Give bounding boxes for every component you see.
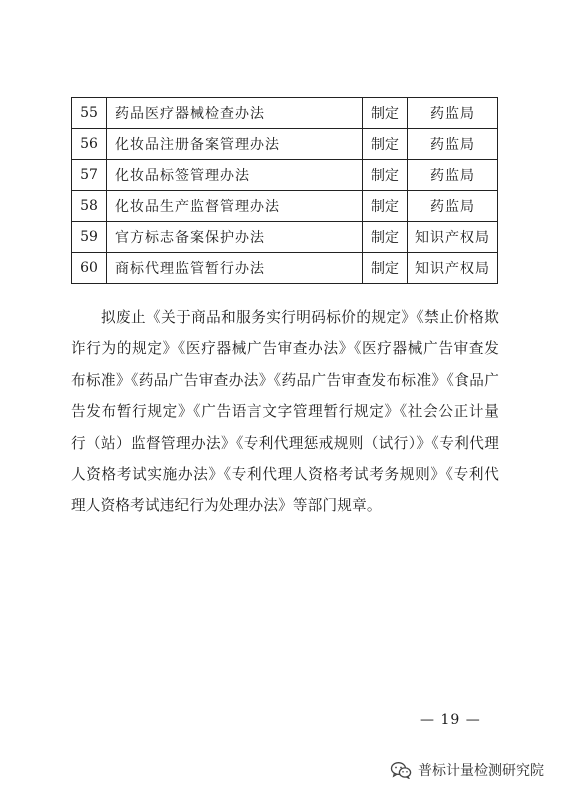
responsible-department: 知识产权局 — [408, 222, 498, 253]
row-number: 60 — [72, 253, 107, 284]
repeal-paragraph: 拟废止《关于商品和服务实行明码标价的规定》《禁止价格欺诈行为的规定》《医疗器械广告审查办法》《医疗器械广告审查发布标准》《药品广告审查办法》《药品广告审查发布标准》《食品广告发布暂行规定》《广告语言文字管理暂行规定》《社会公正计量行（站）监督管理办法》《专利代理惩戒规则（试行）》《专利代理人资格考试实施办法》《专利代理人资格考试考务规则》《专利代理人资格考试违纪行为处理办法》等部门规章。 — [71, 309, 499, 515]
table-row — [72, 129, 498, 160]
watermark-text: 普标计量检测研究院 — [418, 763, 544, 779]
row-number: 55 — [72, 98, 107, 129]
regulation-action: 制定 — [363, 253, 408, 284]
responsible-department: 药监局 — [408, 129, 498, 160]
table-row — [72, 222, 498, 253]
table-row — [72, 98, 498, 129]
table-row — [72, 191, 498, 222]
regulation-action: 制定 — [363, 222, 408, 253]
regulation-name: 化妆品标签管理办法 — [107, 160, 363, 191]
responsible-department: 知识产权局 — [408, 253, 498, 284]
table-row — [72, 253, 498, 284]
row-number: 59 — [72, 222, 107, 253]
row-number: 56 — [72, 129, 107, 160]
table-row — [72, 160, 498, 191]
regulation-action: 制定 — [363, 98, 408, 129]
page-number: — 19 — — [420, 712, 481, 728]
source-watermark — [390, 760, 544, 780]
row-number: 57 — [72, 160, 107, 191]
regulation-name: 化妆品生产监督管理办法 — [107, 191, 363, 222]
regulation-name: 官方标志备案保护办法 — [107, 222, 363, 253]
row-number: 58 — [72, 191, 107, 222]
regulation-action: 制定 — [363, 160, 408, 191]
responsible-department: 药监局 — [408, 191, 498, 222]
regulation-action: 制定 — [363, 129, 408, 160]
regulation-action: 制定 — [363, 191, 408, 222]
wechat-icon — [390, 761, 412, 779]
responsible-department: 药监局 — [408, 98, 498, 129]
regulation-name: 商标代理监管暂行办法 — [107, 253, 363, 284]
regulation-name: 药品医疗器械检查办法 — [107, 98, 363, 129]
regulation-table — [71, 97, 498, 284]
regulation-name: 化妆品注册备案管理办法 — [107, 129, 363, 160]
responsible-department: 药监局 — [408, 160, 498, 191]
regulation-table-body — [72, 98, 498, 284]
